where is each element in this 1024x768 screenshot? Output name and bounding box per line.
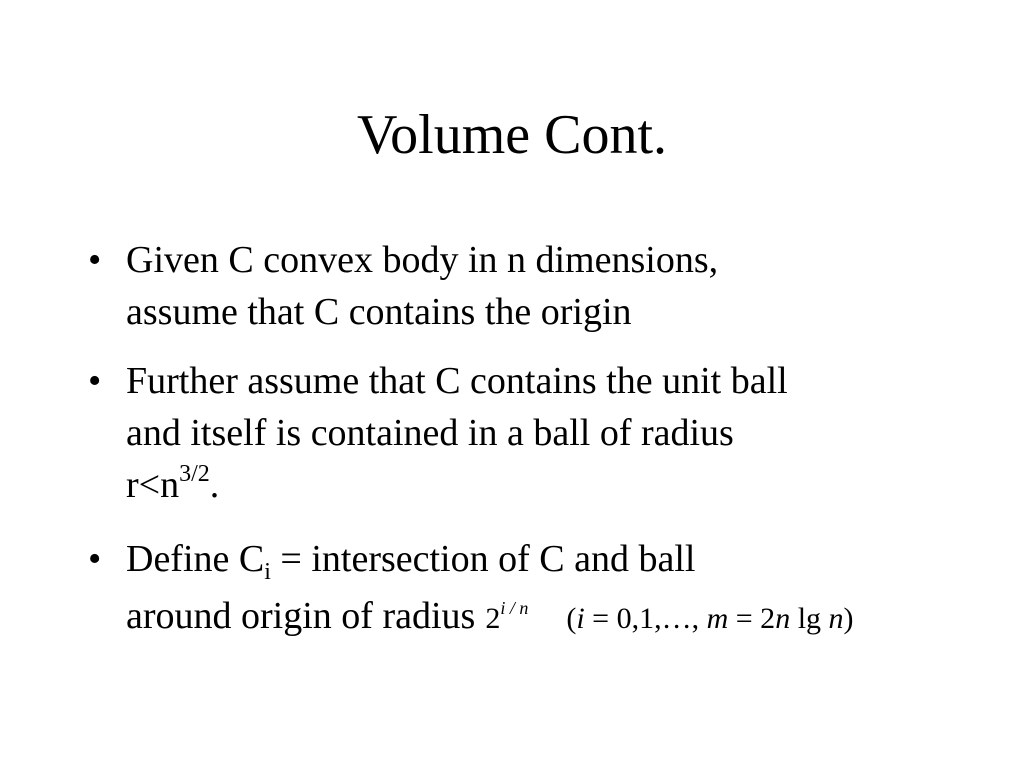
formula-exponent: i / n: [500, 598, 529, 618]
range-open-paren: (: [566, 602, 577, 635]
bullet-text-line: [126, 459, 988, 516]
range-lg: lg: [790, 602, 829, 635]
definition-text: = intersection of C and ball: [270, 538, 696, 580]
index-subscript: i: [264, 559, 271, 585]
range-var-n: n: [775, 602, 791, 635]
bullet-item: [88, 234, 988, 338]
bullet-text-line: [126, 533, 988, 590]
bullet-marker: •: [88, 538, 102, 580]
radius-text: around origin of radius: [126, 595, 476, 637]
define-text: Define C: [126, 538, 265, 580]
range-equals: = 2: [728, 602, 776, 635]
radius-exponent: 3/2: [179, 461, 210, 487]
sentence-period: .: [209, 464, 220, 506]
index-range: [566, 602, 853, 635]
range-close-paren: ): [843, 602, 854, 635]
bullet-marker: •: [88, 360, 102, 402]
range-var-n: n: [828, 602, 844, 635]
slide-title: Volume Cont.: [356, 104, 668, 166]
radius-bound: r<n: [126, 464, 180, 506]
radius-formula: [485, 598, 529, 635]
range-values: = 0,1,…,: [584, 602, 707, 635]
range-var-i: i: [576, 602, 585, 635]
bullet-item: [88, 533, 988, 648]
bullet-text-line: Given C convex body in n dimensions,: [126, 239, 719, 281]
bullet-marker: •: [88, 239, 102, 281]
bullet-list: [88, 234, 988, 648]
formula-base: 2: [485, 602, 501, 635]
bullet-text-line: Further assume that C contains the unit ball: [126, 360, 788, 402]
bullet-text-line: [126, 590, 988, 648]
bullet-text-line: and itself is contained in a ball of radius: [126, 412, 734, 454]
bullet-item: [88, 355, 988, 516]
bullet-text-line: assume that C contains the origin: [126, 291, 632, 333]
range-var-m: m: [706, 602, 729, 635]
